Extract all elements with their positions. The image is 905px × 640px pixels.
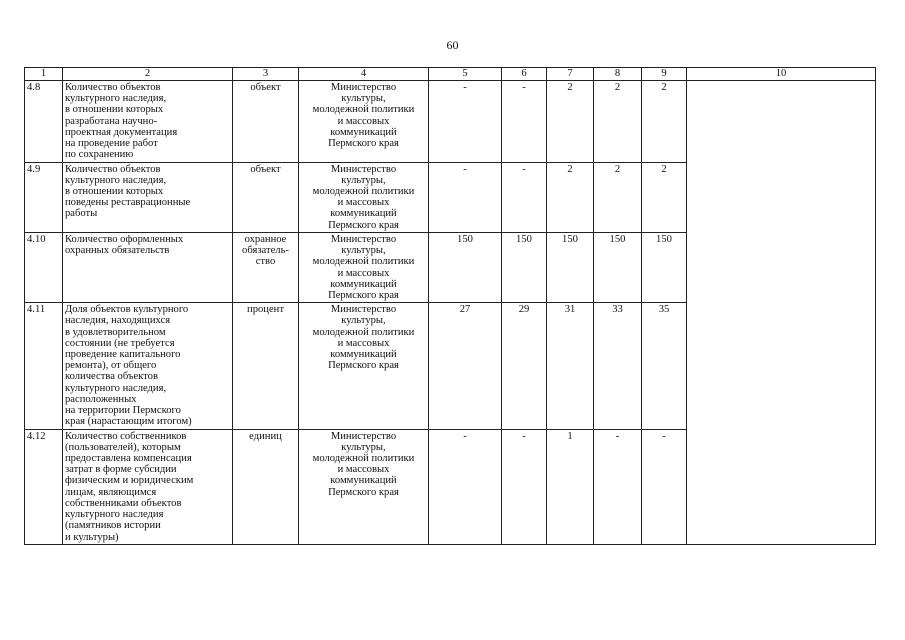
header-cell: 6 (502, 68, 547, 81)
name-line: (пользователей), которым (65, 441, 181, 453)
unit-line: объект (250, 82, 281, 93)
org-line: коммуникаций (330, 126, 397, 138)
name-line: и культуры) (65, 531, 119, 543)
org-line: культуры, (341, 245, 386, 257)
org-line: Пермского края (328, 289, 399, 301)
name-line: Количество собственников (65, 430, 187, 442)
org-line: коммуникаций (330, 349, 397, 361)
name-line: работы (65, 208, 98, 220)
indicators-table (24, 67, 876, 545)
org-line: Пермского края (328, 219, 399, 231)
org-line: коммуникаций (330, 208, 397, 220)
unit-of-measure (233, 303, 299, 429)
column-10-cell (687, 81, 876, 545)
header-cell: 5 (429, 68, 502, 81)
unit-line: процент (247, 304, 284, 316)
org-line: молодежной политики (312, 185, 415, 197)
org-line: Пермского края (328, 138, 399, 150)
value-cell: - (502, 162, 547, 232)
name-line: охранных обязательств (65, 245, 170, 257)
unit-of-measure (233, 232, 299, 302)
value-cell: - (502, 429, 547, 544)
row-number: 4.8 (25, 81, 63, 163)
header-cell: 4 (299, 68, 429, 81)
name-line: в отношении которых (65, 104, 164, 116)
page-number: 60 (446, 38, 459, 52)
name-line: культурного наследия, (65, 174, 167, 186)
value-cell: 1 (547, 429, 594, 544)
value-cell: 2 (642, 162, 687, 232)
header-cell: 10 (687, 68, 876, 81)
value-cell: - (594, 429, 642, 544)
value-cell: 35 (642, 303, 687, 429)
value-cell: 150 (594, 232, 642, 302)
name-line: наследия, находящихся (65, 315, 171, 327)
org-line: коммуникаций (330, 278, 397, 290)
name-line: в удовлетворительном (65, 326, 166, 338)
value-cell: - (429, 162, 502, 232)
value-cell: 29 (502, 303, 547, 429)
value-cell: 150 (502, 232, 547, 302)
org-line: молодежной политики (312, 104, 415, 116)
unit-line: ство (255, 256, 276, 268)
org-line: и массовых (337, 115, 390, 127)
value-cell: - (429, 429, 502, 544)
responsible-organization (299, 162, 429, 232)
header-cell: 2 (63, 68, 233, 81)
name-line: разработана научно- (65, 115, 158, 127)
org-line: и массовых (337, 464, 390, 476)
org-line: молодежной политики (312, 326, 415, 338)
name-line: лицам, являющимся (65, 486, 157, 498)
unit-of-measure (233, 429, 299, 544)
indicator-name (63, 429, 233, 544)
org-line: и массовых (337, 197, 390, 209)
indicator-name (63, 81, 233, 163)
unit-line: объект (250, 163, 281, 175)
value-cell: 2 (594, 162, 642, 232)
responsible-organization (299, 232, 429, 302)
row-number: 4.12 (25, 429, 63, 544)
name-line: ремонта), от общего (65, 360, 157, 372)
name-line: культурного наследия, (65, 382, 167, 394)
value-cell: 31 (547, 303, 594, 429)
value-cell: - (502, 81, 547, 163)
org-line: культуры, (341, 93, 386, 105)
row-number: 4.9 (25, 162, 63, 232)
name-line: предоставлена компенсация (65, 453, 192, 464)
row-number: 4.10 (25, 232, 63, 302)
name-line: в отношении которых (65, 185, 164, 197)
value-cell: 150 (547, 232, 594, 302)
org-line: культуры, (341, 315, 386, 327)
org-line: Министерство (330, 233, 397, 245)
value-cell: 150 (429, 232, 502, 302)
unit-line: единиц (249, 430, 282, 442)
name-line: физическим и юридическим (65, 475, 194, 487)
row-number: 4.11 (25, 303, 63, 429)
responsible-organization (299, 81, 429, 163)
name-line: проведение капитального (65, 349, 181, 361)
table-body (25, 81, 876, 545)
org-line: Министерство (330, 82, 397, 93)
org-line: и массовых (337, 267, 390, 279)
name-line: культурного наследия (65, 509, 164, 521)
name-line: Доля объектов культурного (65, 304, 189, 316)
org-line: молодежной политики (312, 453, 415, 464)
name-line: проектная документация (65, 126, 178, 138)
org-line: культуры, (341, 174, 386, 186)
unit-line: обязатель- (242, 245, 289, 257)
org-line: коммуникаций (330, 475, 397, 487)
org-line: Пермского края (328, 360, 399, 372)
value-cell: 2 (547, 81, 594, 163)
name-line: (памятников истории (65, 520, 161, 532)
org-line: Министерство (330, 304, 397, 316)
header-cell: 1 (25, 68, 63, 81)
header-cell: 9 (642, 68, 687, 81)
name-line: Количество объектов (65, 82, 161, 93)
indicator-name (63, 303, 233, 429)
name-line: на проведение работ (65, 138, 158, 150)
unit-of-measure (233, 162, 299, 232)
org-line: Пермского края (328, 486, 399, 498)
indicator-name (63, 162, 233, 232)
name-line: Количество объектов (65, 163, 161, 175)
name-line: поведены реставрационные (65, 197, 191, 209)
name-line: культурного наследия, (65, 93, 167, 105)
org-line: Министерство (330, 163, 397, 175)
org-line: культуры, (341, 441, 386, 453)
header-cell: 7 (547, 68, 594, 81)
value-cell: 2 (594, 81, 642, 163)
name-line: края (нарастающим итогом) (65, 416, 192, 428)
name-line: состоянии (не требуется (65, 337, 175, 349)
org-line: молодежной политики (312, 256, 415, 268)
name-line: по сохранению (65, 149, 134, 161)
name-line: количества объектов (65, 371, 158, 383)
value-cell: 27 (429, 303, 502, 429)
responsible-organization (299, 429, 429, 544)
name-line: расположенных (65, 393, 137, 405)
org-line: и массовых (337, 337, 390, 349)
name-line: затрат в форме субсидии (65, 464, 177, 476)
name-line: на территории Пермского (65, 405, 181, 417)
indicator-name (63, 232, 233, 302)
unit-of-measure (233, 81, 299, 163)
value-cell: 150 (642, 232, 687, 302)
table-header-row (25, 68, 876, 81)
name-line: Количество оформленных (65, 233, 184, 245)
value-cell: 2 (547, 162, 594, 232)
value-cell: - (642, 429, 687, 544)
org-line: Министерство (330, 430, 397, 442)
unit-line: охранное (244, 233, 287, 245)
table-row (25, 81, 876, 163)
value-cell: 33 (594, 303, 642, 429)
responsible-organization (299, 303, 429, 429)
header-cell: 8 (594, 68, 642, 81)
value-cell: - (429, 81, 502, 163)
header-cell: 3 (233, 68, 299, 81)
value-cell: 2 (642, 81, 687, 163)
name-line: собственниками объектов (65, 497, 182, 509)
